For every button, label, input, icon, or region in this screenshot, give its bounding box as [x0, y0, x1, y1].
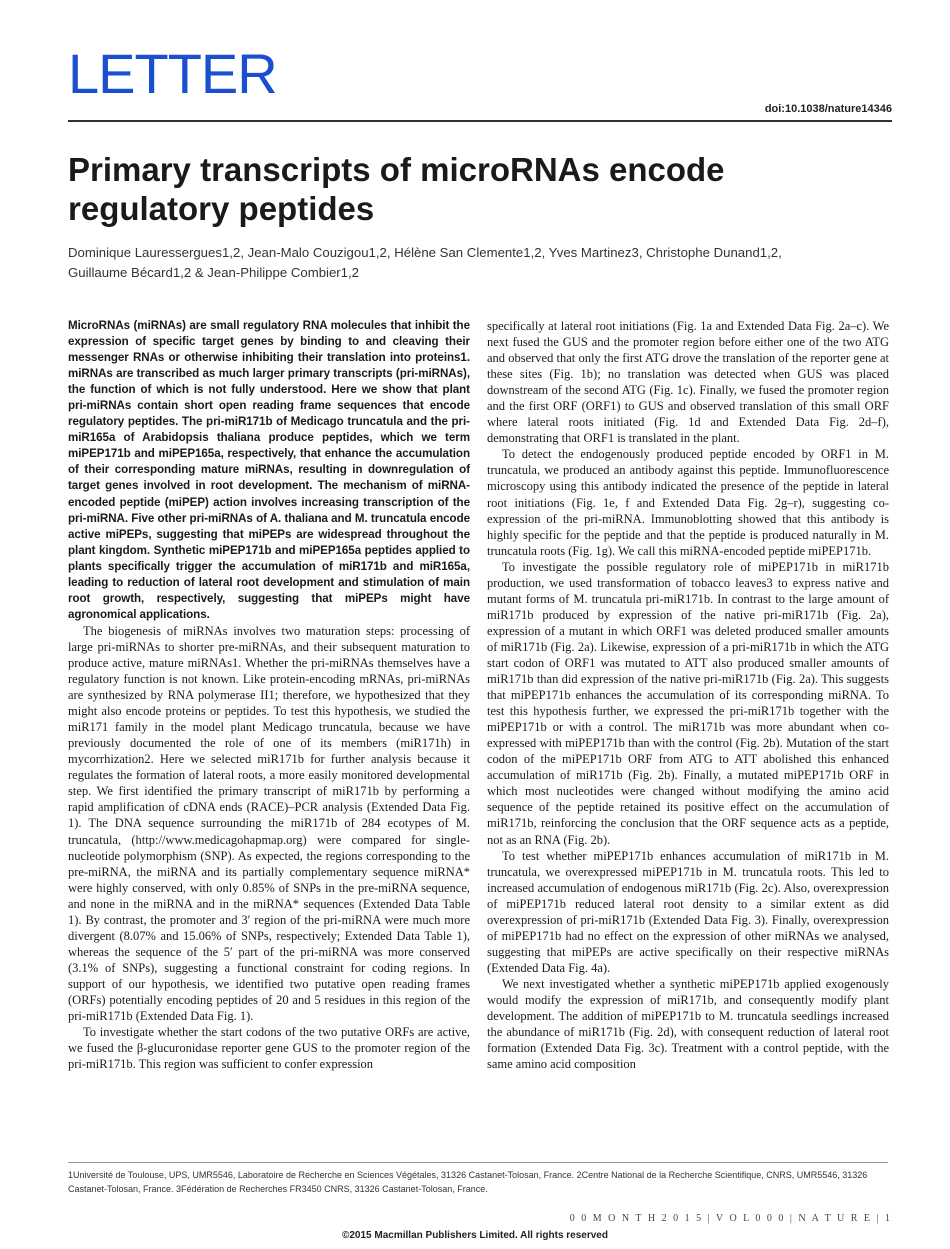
- doi-label: doi:10.1038/nature14346: [764, 103, 892, 115]
- page-info: 0 0 M O N T H 2 0 1 5 | V O L 0 0 0 | N A T U R E | 1: [569, 1213, 892, 1224]
- body-paragraph: To investigate the possible regulatory role of miPEP171b in miR171b production, we used transformation of tobacco leaves3 to express native and mutant forms of M. truncatula pri-miR171b. In contrast to the large amount of miR171b produced by expression of the native pri-miR171b (Fig. 2a), expression of a mutant in which ORF1 was deleted produced smaller amounts of miR171b (Fig. 2a). Likewise, expression of a pri-miR171b in which the ATG start codon of ORF1 was mutated to ATT also produced smaller amounts of miR171b than did expression of the native pri-miR171b (Fig. 2a). This suggests that miPEP171b enhances the accumulation of its corresponding miRNA. To test this hypothesis further, we expressed the pri-miR171b together with the miPEP171b or with a control. The miR171b was more abundant when co-expressed with miPEP171b than with the control (Fig. 2b). Mutation of the start codon of the miPEP171b ORF from ATG to ATT abolished this enhanced accumulation of miR171b (Fig. 2b). Finally, a mutated miPEP171b ORF in which most nucleotides were changed without modifying the amino acid sequence of the peptide retained its positive effect on the accumulation of miR171b, reinforcing the conclusion that the ORF sequence acts as a peptide, not as an RNA (Fig. 2b).: [487, 559, 889, 847]
- authors-line-2: Guillaume Bécard1,2 & Jean-Philippe Combier1,2: [68, 265, 360, 280]
- left-column: [68, 318, 470, 1072]
- right-column: [487, 318, 889, 1072]
- body-paragraph: To investigate whether the start codons of the two putative ORFs are active, we fused the β-glucuronidase reporter gene GUS to the promoter region of the pri-miR171b. This region was sufficient to confer expression: [68, 1025, 470, 1072]
- authors-line-1: Dominique Lauressergues1,2, Jean-Malo Couzigou1,2, Hélène San Clemente1,2, Yves Martinez3, Christophe Dunand1,2,: [68, 245, 782, 260]
- body-paragraph: To detect the endogenously produced peptide encoded by ORF1 in M. truncatula, we produced an antibody against this peptide. Immunofluorescence microscopy using this antibody indicated the presence of the peptide in lateral root initiations (Fig. 1e, f and Extended Data Fig. 2g–r), suggesting co-expression of the pri-miRNA. Immunoblotting showed that this antibody is highly specific for the peptide and that the peptide is produced naturally in M. truncatula roots (Fig. 1g). We call this miRNA-encoded peptide miPEP171b.: [487, 447, 889, 558]
- body-paragraph: specifically at lateral root initiations (Fig. 1a and Extended Data Fig. 2a–c). We next fused the GUS and the promoter region before either one of the two ATG and observed that only the first ATG drove the translation of the reporter gene at these sites (Fig. 1b); no translation was detected when GUS was placed downstream of the second ATG (Fig. 1c). Finally, we fused the promoter region and the first ORF (ORF1) to GUS and observed translation of this small ORF where lateral roots initiated (Fig. 1d and Extended Data Fig. 2d–f), demonstrating that ORF1 is translated in the plant.: [487, 319, 889, 446]
- body-paragraph: We next investigated whether a synthetic miPEP171b applied exogenously would modify the expression of miR171b, and consequently modify plant development. The addition of miPEP171b to M. truncatula seedlings increased the abundance of miR171b (Fig. 2d), with consequent reduction of lateral root formation (Extended Data Fig. 3c). Treatment with a control peptide, with the same amino acid composition: [487, 976, 889, 1072]
- affiliations-line-1: 1Université de Toulouse, UPS, UMR5546, Laboratoire de Recherche en Sciences Végétales, 31326 Castanet-Tolosan, France. 2Centre National de la Recherche Scientifique, CNRS, UMR5546, 31326: [68, 1170, 868, 1180]
- section-label: LETTER: [68, 42, 277, 105]
- copyright-notice: ©2015 Macmillan Publishers Limited. All rights reserved: [342, 1230, 608, 1241]
- abstract-paragraph: MicroRNAs (miRNAs) are small regulatory RNA molecules that inhibit the expression of specific target genes by binding to and cleaving their messenger RNAs or otherwise inhibiting their translation into proteins1. miRNAs are transcribed as much larger primary transcripts (pri-miRNAs), the function of which is not fully understood. Here we show that plant pri-miRNAs contain short open reading frame sequences that encode regulatory peptides. The pri-miR171b of Medicago truncatula and the pri-miR165a of Arabidopsis thaliana produce peptides, which we term miPEP171b and miPEP165a, respectively, that enhance the accumulation of their corresponding mature miRNAs, resulting in downregulation of target genes involved in root development. The mechanism of miRNA-encoded peptide (miPEP) action involves increasing transcription of the pri-miRNA. Five other pri-miRNAs of A. thaliana and M. truncatula encode active miPEPs, suggesting that miPEPs are widespread throughout the plant kingdom. Synthetic miPEP171b and miPEP165a peptides applied to plants specifically trigger the accumulation of miR171b and miR165a, leading to reduction of lateral root development and stimulation of main root growth, respectively, suggesting that miPEPs might have agronomical applications.: [68, 319, 470, 621]
- body-paragraph: To test whether miPEP171b enhances accumulation of miR171b in M. truncatula, we overexpressed miPEP171b in M. truncatula roots. This led to increased accumulation of endogenous miR171b (Fig. 2c). Also, overexpression of miPEP171b reduced lateral root density to a similar extent as did overexpression of pri-miR171b (Extended Data Fig. 3). Finally, overexpression of miPEP171b had no effect on the expression of other miRNAs we analysed, suggesting that miPEPs are active specifically on their respective miRNAs (Extended Data Fig. 4a).: [487, 848, 889, 975]
- author-list: [68, 243, 888, 283]
- affiliations-line-2: Castanet-Tolosan, France. 3Fédération de Recherches FR3450 CNRS, 31326 Castanet-Tolosan, France.: [68, 1184, 488, 1194]
- header-rule: [68, 120, 892, 122]
- body-paragraph: The biogenesis of miRNAs involves two maturation steps: processing of large pri-miRNAs to shorter pre-miRNAs, and their subsequent maturation to produce active, mature miRNAs1. Whether the pri-miRNAs themselves have a regulatory function is not known. Like protein-encoding mRNAs, pri-miRNAs are synthesized by RNA polymerase II1; therefore, we hypothesized that they might also encode proteins or peptides. To test this hypothesis, we studied the miR171 family in the model plant Medicago truncatula, because we have previously documented the role of one of its members (miR171h) in mycorrhization2. Here we selected miR171b for further analysis because it regulates the formation of lateral roots, a more easily monitored developmental step. We first identified the primary transcript of miR171b by performing a rapid amplification of cDNA ends (RACE)–PCR analysis (Extended Data Fig. 1). The DNA sequence surrounding the miR171b of 284 ecotypes of M. truncatula, (http://www.medicagohapmap.org) were compared for single-nucleotide polymorphism (SNP). As expected, the regions corresponding to the pre-miRNA, the miRNA and its partially complementary sequence miRNA* were highly conserved, with only 0.85% of SNPs in the pre-miRNA sequence, and none in the miRNA and in the miRNA* sequences (Extended Data Table 1). By contrast, the promoter and 3′ region of the pri-miRNA were much more divergent (8.07% and 15.06% of SNPs, respectively; Extended Data Table 1), whereas the sequence of the 5′ part of the pri-miRNA was more conserved (3.1% of SNPs), suggesting a functional constraint for coding regions. In support of our hypothesis, we identified two putative open reading frames (ORFs) potentially encoding peptides of 20 and 5 residues in this region of the pri-miR171b (Extended Data Fig. 1).: [68, 623, 470, 1024]
- affiliations-footnote: [68, 1168, 893, 1196]
- footnote-rule: [68, 1162, 888, 1163]
- article-title: Primary transcripts of microRNAs encode regulatory peptides: [68, 151, 725, 227]
